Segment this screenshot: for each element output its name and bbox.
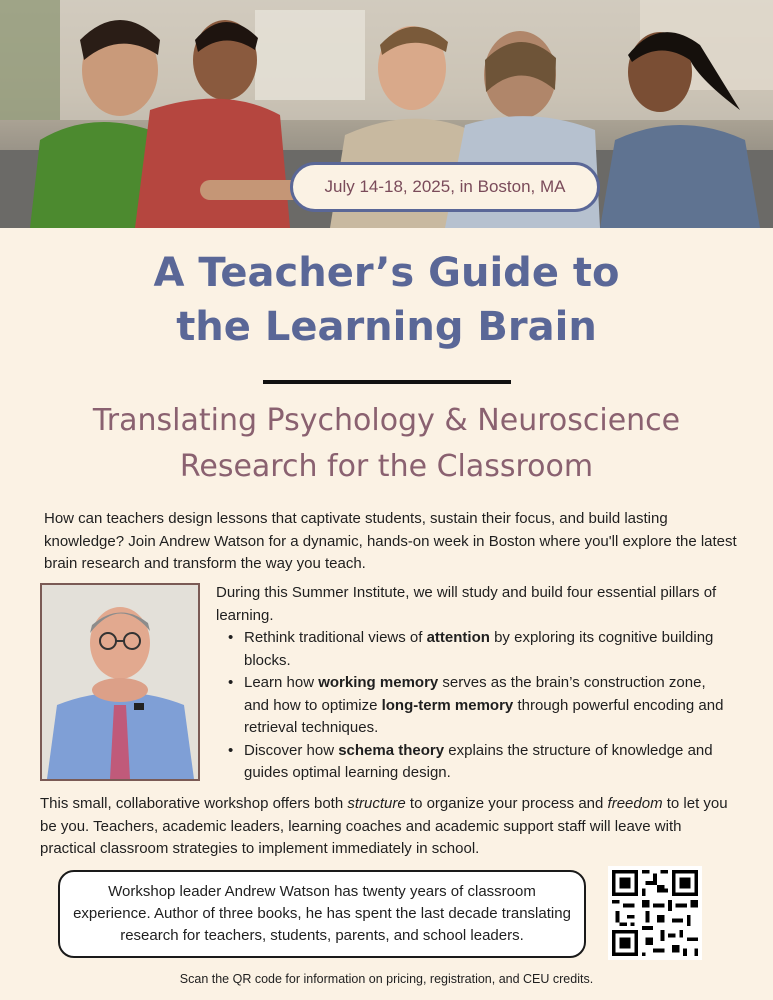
closing-text: to let you be you. Teachers, academic leaders, learning coaches and academic support staff will leave with practical classroom strategies to implement immediately in school. — [40, 795, 728, 857]
list-item-keyword: schema theory — [338, 741, 445, 759]
pillars-list — [216, 627, 731, 785]
list-item — [216, 627, 731, 672]
closing-paragraph — [40, 793, 740, 861]
closing-emphasis: freedom — [607, 795, 663, 812]
list-item — [216, 672, 731, 740]
pillars-section — [216, 582, 731, 785]
list-item-text: Discover how — [244, 741, 339, 759]
qr-code-icon[interactable] — [608, 866, 702, 960]
page-title — [0, 246, 773, 354]
list-item-text: explains the structure of knowledge and guides optimal learning design. — [244, 741, 713, 781]
subtitle-line-1: Translating Psychology & Neuroscience — [92, 403, 681, 438]
subtitle-line-2: Research for the Classroom — [179, 449, 594, 484]
hero-photo — [0, 0, 773, 228]
intro-paragraph: How can teachers design lessons that captivate students, sustain their focus, and build lasting knowledge? Join Andrew Watson for a dynamic, hands-on week in Boston where you'll explore the latest brain research and transform the way you teach. — [44, 510, 737, 572]
closing-emphasis: structure — [347, 795, 406, 812]
list-item — [216, 740, 731, 785]
closing-text: This small, collaborative workshop offers both — [40, 795, 348, 812]
title-line-2: the Learning Brain — [176, 304, 597, 350]
leader-bio-text: Workshop leader Andrew Watson has twenty years of classroom experience. Author of three books, he has spent the last decade translating research for teachers, students, parents, and school leaders. — [73, 883, 571, 944]
list-item-text: through powerful encoding and retrieval techniques. — [244, 696, 724, 736]
date-location-badge: July 14-18, 2025, in Boston, MA — [290, 162, 600, 212]
list-item-text: by exploring its cognitive building blocks. — [244, 629, 714, 669]
qr-caption: Scan the QR code for information on pricing, registration, and CEU credits. — [179, 972, 594, 986]
title-divider — [263, 380, 511, 384]
closing-text: to organize your process and — [405, 795, 608, 812]
title-line-1: A Teacher’s Guide to — [153, 250, 620, 296]
list-item-text: Learn how — [244, 674, 319, 691]
subtitle — [0, 398, 773, 490]
list-item-keyword: working memory — [318, 674, 439, 691]
pillars-lead: During this Summer Institute, we will study and build four essential pillars of learning. — [216, 584, 717, 624]
list-item-keyword: long-term memory — [381, 696, 514, 714]
list-item-keyword: attention — [426, 629, 490, 646]
speaker-portrait — [42, 585, 198, 779]
list-item-text: Rethink traditional views of — [244, 629, 427, 646]
leader-bio-box — [58, 870, 586, 958]
speaker-photo — [40, 583, 200, 781]
list-item-text: serves as the brain’s construction zone, and how to optimize — [244, 674, 706, 714]
